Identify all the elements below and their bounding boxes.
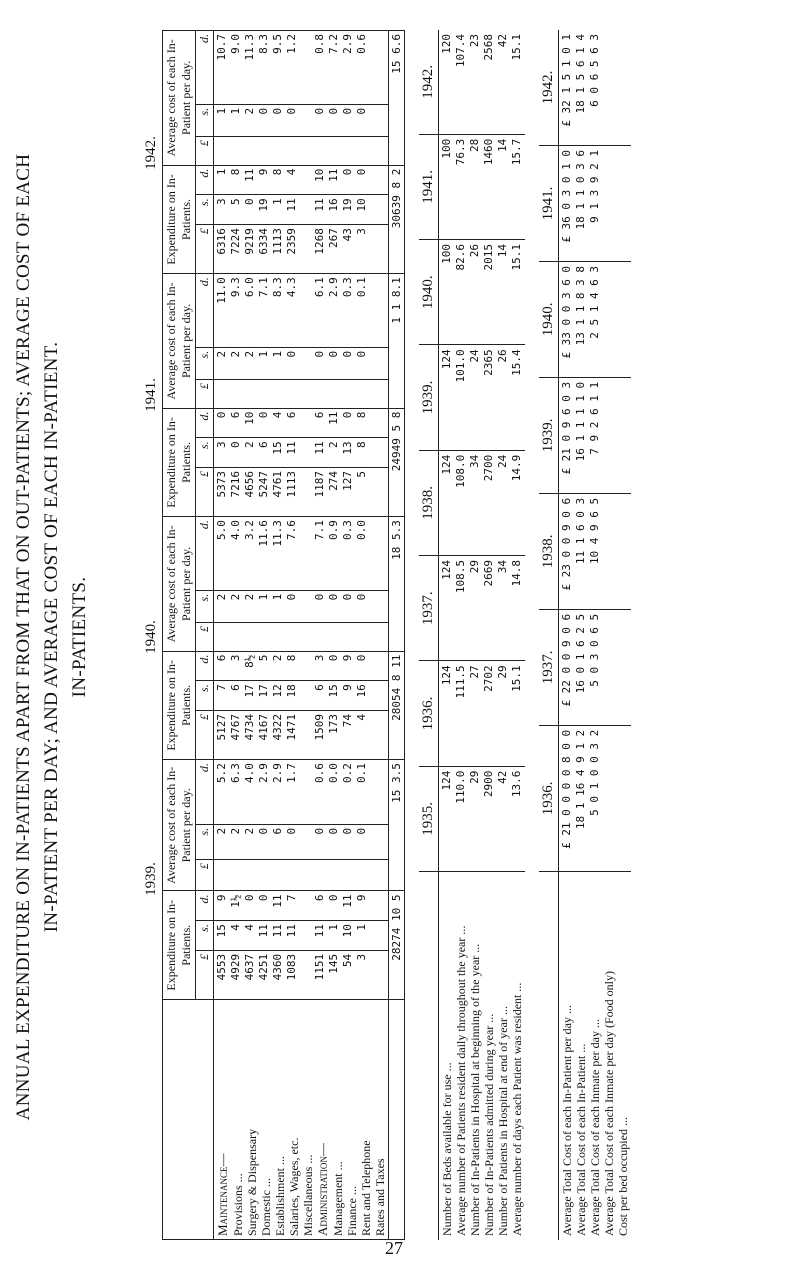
col-average-1941: Average cost of each In-Patient per day. — [163, 274, 196, 408]
exp-pence-1941: 0 6 10 0 4 6 6 11 0 8 — [214, 408, 389, 438]
avg-pence-1942: 10.7 9.0 11.3 8.3 9.5 1.2 0.8 7.2 2.9 0.6 — [214, 31, 389, 105]
stats-values: 124 110.0 29 2900 42 13.6 — [439, 766, 526, 871]
exp-pounds-1942: 6316 7224 9219 6334 1113 2359 1268 267 43 3 — [214, 225, 389, 274]
unit-shilling: s. — [196, 681, 214, 711]
exp-total-1940: 28054 8 11 — [389, 651, 405, 760]
avg-shillings-1940: 2 2 2 1 1 0 0 0 0 0 — [214, 590, 389, 622]
unit-pound: £ — [196, 225, 214, 274]
avg-shillings-1941: 2 2 2 1 1 0 0 0 0 0 — [214, 347, 389, 379]
stats-year: 1940. — [419, 240, 439, 345]
stats-year: 1935. — [419, 766, 439, 871]
exp-pence-1939: 9 1½ 0 0 11 7 6 0 11 9 — [214, 891, 389, 921]
unit-shilling: s. — [196, 824, 214, 859]
cost-labels: Average Total Cost of each In-Patient per day ... Average Total Cost of each In-Patient ... Average Total Cost of each Inmate per day ... Average Total Cost of each Inmate per day (Food only) Cost per bed occupied ... — [560, 971, 630, 1236]
stats-values: 100 76.3 28 1460 14 15.7 — [439, 134, 526, 239]
stats-values: 124 108.5 29 2669 34 14.8 — [439, 556, 526, 661]
exp-total-1941: 24949 5 8 — [389, 408, 405, 517]
exp-pence-1940: 6 3 8½ 5 2 8 3 0 9 0 — [214, 651, 389, 681]
stats-year: 1939. — [419, 345, 439, 450]
row-labels — [214, 1000, 389, 1240]
year-1940: 1940. — [143, 620, 159, 654]
stats-values: 120 107.4 23 2568 42 15.1 — [439, 30, 526, 134]
stats-year: 1937. — [419, 556, 439, 661]
unit-pound: £ — [196, 468, 214, 517]
stats-values: 124 101.0 24 2365 26 15.4 — [439, 345, 526, 450]
stats-data-row — [439, 30, 526, 1240]
avg-pounds-1941 — [214, 380, 389, 409]
avg-pounds-1939 — [214, 860, 389, 891]
page-heading — [10, 37, 94, 1237]
avg-total-1940: 18 5.3 — [389, 517, 405, 651]
unit-shilling: s. — [196, 104, 214, 136]
cost-values: £ 32 1 5 1 0 1 18 1 5 6 1 4 6 0 6 5 6 3 — [559, 30, 632, 145]
year-1941: 1941. — [143, 378, 159, 412]
exp-shillings-1942: 3 5 0 19 1 11 11 16 19 10 — [214, 195, 389, 225]
page-number: 27 — [385, 1238, 403, 1258]
cost-year-row — [539, 30, 559, 1240]
year-1942: 1942. — [143, 136, 159, 170]
unit-pence: d. — [196, 517, 214, 591]
unit-pence: d. — [196, 408, 214, 438]
col-expenditure-1939: Expenditure on In-Patients. — [163, 891, 196, 1000]
col-average-1940: Average cost of each In-Patient per day. — [163, 517, 196, 651]
stats-values: 124 108.0 34 2700 24 14.9 — [439, 450, 526, 555]
maintenance-items: Provisions ... Surgery & Dispensary Domestic ... Establishment ... Salaries, Wages, etc. Miscellaneous ... — [231, 1128, 315, 1236]
cost-year: 1936. — [539, 725, 559, 871]
unit-shilling: s. — [196, 921, 214, 951]
exp-shillings-1939: 15 4 4 11 11 11 11 1 10 1 — [214, 921, 389, 951]
exp-total-1942: 30639 8 2 — [389, 165, 405, 274]
exp-pounds-1939: 4553 4929 4637 4251 4360 1083 1151 145 54 3 — [214, 950, 389, 999]
unit-pound: £ — [196, 623, 214, 652]
cost-values: £ 23 0 0 9 0 6 11 1 6 0 3 10 4 9 6 5 — [559, 493, 632, 609]
cost-year: 1940. — [539, 261, 559, 377]
exp-pence-1942: 1 8 11 9 8 4 10 11 0 0 — [214, 165, 389, 195]
year-1939: 1939. — [143, 862, 159, 896]
rotated-table-area — [140, 30, 770, 1240]
unit-pound: £ — [196, 710, 214, 759]
data-row — [214, 31, 389, 1240]
unit-pence: d. — [196, 651, 214, 681]
avg-pence-1939: 5.2 6.3 4.0 2.9 2.9 1.7 0.6 0.0 0.2 0.1 — [214, 760, 389, 825]
unit-pence: d. — [196, 891, 214, 921]
avg-pence-1941: 11.0 9.3 6.0 7.1 8.3 4.3 6.1 2.9 0.3 0.1 — [214, 274, 389, 348]
section-maintenance: Maintenance— — [215, 1153, 230, 1236]
unit-pound: £ — [196, 137, 214, 166]
col-expenditure-1940: Expenditure on In-Patients. — [163, 651, 196, 760]
avg-total-1942: 15 6.6 — [389, 31, 405, 166]
exp-total-1939: 28274 10 5 — [389, 891, 405, 1000]
stats-year: 1936. — [419, 661, 439, 766]
exp-pounds-1941: 5373 7216 4656 5247 4761 1113 1187 274 127 5 — [214, 468, 389, 517]
table-content — [140, 30, 770, 1240]
avg-pounds-1942 — [214, 137, 389, 166]
col-average-1939: Average cost of each In-Patient per day. — [163, 760, 196, 891]
stats-year: 1942. — [419, 30, 439, 134]
heading-line-2: IN-PATIENT PER DAY; AND AVERAGE COST OF EACH IN-PATIENT. — [41, 341, 62, 933]
unit-pence: d. — [196, 274, 214, 348]
year-header-row — [140, 30, 162, 1240]
unit-pence: d. — [196, 165, 214, 195]
unit-shilling: s. — [196, 590, 214, 622]
cost-year: 1939. — [539, 377, 559, 493]
avg-total-1939: 15 3.5 — [389, 760, 405, 891]
administration-items: Management ... Finance ... Rent and Telephone Rates and Taxes — [331, 1140, 387, 1236]
header-row — [163, 31, 196, 1240]
avg-total-1941: 1 1 8.1 — [389, 274, 405, 408]
stats-year-row — [419, 30, 439, 1240]
col-expenditure-1942: Expenditure on In-Patients. — [163, 165, 196, 274]
heading-line-1: ANNUAL EXPENDITURE ON IN-PATIENTS APART FROM THAT ON OUT-PATIENTS; AVERAGE COST OF EACH — [13, 153, 34, 1121]
heading-line-3: IN-PATIENTS. — [69, 576, 90, 698]
exp-pounds-1940: 5127 4767 4734 4167 4322 1471 1509 173 74 4 — [214, 710, 389, 759]
cost-values: £ 21 0 0 0 0 8 0 0 18 1 16 4 9 1 2 5 0 1 0 0 3 2 — [559, 725, 632, 871]
cost-values: £ 21 0 9 6 0 3 16 1 1 1 1 0 7 9 2 6 1 1 — [559, 377, 632, 493]
cost-values: £ 22 0 0 9 0 6 16 0 1 6 2 5 5 0 3 0 6 5 — [559, 609, 632, 725]
avg-shillings-1942: 1 1 2 0 0 0 0 0 0 0 — [214, 104, 389, 136]
stats-labels: Number of Beds available for use ... Average number of Patients resident daily throughout the year ... Number of In-Patients in Hospital at beginning of the year ... Number of In-Patients admitted during year ... Number of Patients in Hospital at end of year ... Average number of days each Patient was resident ... — [440, 925, 524, 1236]
cost-values: £ 36 0 3 0 1 0 18 1 1 0 3 6 9 1 3 9 2 1 — [559, 145, 632, 261]
cost-data-row — [559, 30, 632, 1240]
cost-year: 1941. — [539, 145, 559, 261]
exp-shillings-1941: 3 0 2 6 15 11 11 2 13 8 — [214, 438, 389, 468]
cost-year: 1938. — [539, 493, 559, 609]
stats-values: 124 111.5 27 2702 29 15.1 — [439, 661, 526, 766]
stats-values: 100 82.6 26 2015 14 15.1 — [439, 240, 526, 345]
unit-shilling: s. — [196, 347, 214, 379]
unit-pence: d. — [196, 760, 214, 825]
exp-shillings-1940: 7 6 17 17 12 18 6 15 9 16 — [214, 681, 389, 711]
stats-year: 1941. — [419, 134, 439, 239]
unit-shilling: s. — [196, 195, 214, 225]
unit-pound: £ — [196, 380, 214, 409]
cost-year: 1937. — [539, 609, 559, 725]
col-expenditure-1941: Expenditure on In-Patients. — [163, 408, 196, 517]
avg-pence-1940: 5.0 4.0 3.2 11.6 11.3 7.6 7.1 0.9 0.3 0.0 — [214, 517, 389, 591]
col-average-1942: Average cost of each In-Patient per day. — [163, 31, 196, 166]
cost-year: 1942. — [539, 30, 559, 145]
unit-pound: £ — [196, 950, 214, 999]
patient-statistics-table — [419, 30, 525, 1240]
unit-pence: d. — [196, 31, 214, 105]
stats-year: 1938. — [419, 450, 439, 555]
cost-values: £ 33 0 0 3 6 0 13 1 1 8 3 8 2 5 1 4 6 3 — [559, 261, 632, 377]
expenditure-table — [162, 30, 405, 1240]
avg-pounds-1940 — [214, 623, 389, 652]
section-administration: Administration— — [315, 1143, 330, 1236]
unit-pound: £ — [196, 860, 214, 891]
cost-summary-table — [539, 30, 631, 1240]
unit-shilling: s. — [196, 438, 214, 468]
totals-row — [389, 31, 405, 1240]
avg-shillings-1939: 2 2 2 0 6 0 0 0 0 0 — [214, 824, 389, 859]
